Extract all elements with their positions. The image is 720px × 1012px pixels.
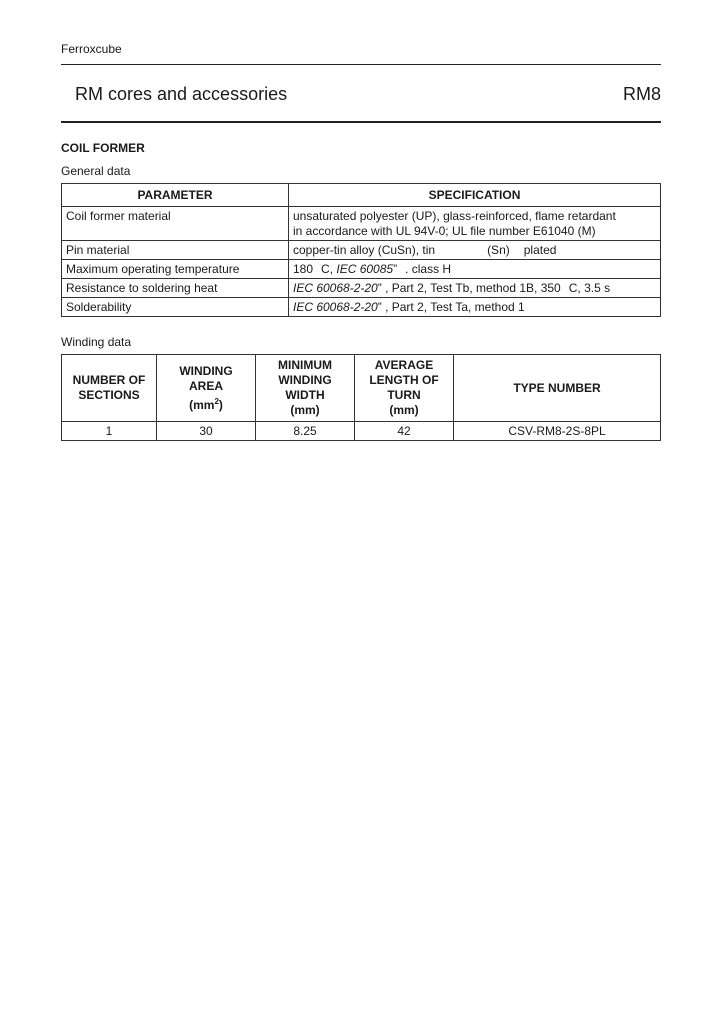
table-row (62, 260, 661, 279)
table-row (62, 279, 661, 298)
header-line: AREA (188, 378, 223, 393)
width-cell: 8.25 (256, 422, 355, 441)
param-cell: Coil former material (62, 207, 289, 241)
spec-cell (289, 260, 661, 279)
header-top-rule (61, 64, 661, 65)
header-line: MINIMUM (278, 358, 332, 372)
parameter-header: PARAMETER (62, 184, 289, 207)
area-cell: 30 (157, 422, 256, 441)
spec-text: 180 (293, 262, 314, 276)
header-line: SECTIONS (78, 388, 140, 402)
company-name: Ferroxcube (61, 42, 122, 56)
standard-reference: IEC 60068-2-20 (293, 281, 378, 295)
length-cell: 42 (355, 422, 454, 441)
header-line: WINDING (278, 373, 332, 387)
table-row (62, 241, 661, 260)
standard-reference: IEC 60068-2-20 (293, 300, 378, 314)
spec-cell (289, 279, 661, 298)
unit-exponent: 2 (214, 396, 219, 406)
document-title: RM cores and accessories (75, 84, 288, 104)
table-row (62, 207, 661, 241)
spec-text: C, (321, 262, 334, 276)
spec-text: ” (393, 262, 398, 276)
table-row (62, 422, 661, 441)
unit-text: (mm (189, 397, 215, 412)
spec-text: . class H (405, 262, 452, 276)
param-cell: Resistance to soldering heat (62, 279, 289, 298)
spec-text: (Sn) (487, 243, 510, 257)
header-line: (mm) (290, 403, 320, 417)
table-header-row (62, 184, 661, 207)
product-code: RM8 (622, 84, 661, 104)
header-line: AVERAGE (374, 358, 434, 372)
area-header (157, 355, 256, 422)
winding-data-heading: Winding data (61, 335, 132, 349)
table-header-row (62, 355, 661, 422)
length-header (355, 355, 454, 422)
section-title: COIL FORMER (61, 141, 145, 155)
unit-text: ) (218, 397, 223, 412)
winding-data-table (61, 354, 661, 441)
type-number-header: TYPE NUMBER (454, 355, 661, 422)
header-line: LENGTH OF (369, 373, 439, 387)
standard-reference: IEC 60085 (336, 262, 394, 276)
header-line: (mm) (389, 403, 419, 417)
param-cell: Solderability (62, 298, 289, 317)
width-header (256, 355, 355, 422)
spec-line: unsaturated polyester (UP), glass-reinforced, flame retardant (293, 209, 616, 223)
sections-header (62, 355, 157, 422)
spec-cell (289, 241, 661, 260)
spec-text: ” , Part 2, Test Ta, method 1 (377, 300, 525, 314)
table-row (62, 298, 661, 317)
spec-line: in accordance with UL 94V-0; UL file number E61040 (M) (293, 224, 596, 238)
general-data-heading: General data (61, 164, 131, 178)
spec-text: plated (523, 243, 557, 257)
header-line (157, 394, 255, 413)
spec-text: ” , Part 2, Test Tb, method 1B, 350 (377, 281, 561, 295)
param-cell: Pin material (62, 241, 289, 260)
sections-cell: 1 (62, 422, 157, 441)
spec-cell (289, 207, 661, 241)
type-number-cell: CSV-RM8-2S-8PL (454, 422, 661, 441)
header-line: WINDING (179, 363, 233, 378)
spec-text: C, 3.5 s (568, 281, 611, 295)
spec-text: copper-tin alloy (CuSn), tin (293, 243, 436, 257)
specification-header: SPECIFICATION (289, 184, 661, 207)
header-bottom-rule (61, 121, 661, 123)
header-line: TURN (387, 388, 421, 402)
spec-cell (289, 298, 661, 317)
param-cell: Maximum operating temperature (62, 260, 289, 279)
general-data-table (61, 183, 661, 317)
header-line: NUMBER OF (72, 373, 146, 387)
header-line: WIDTH (285, 388, 325, 402)
